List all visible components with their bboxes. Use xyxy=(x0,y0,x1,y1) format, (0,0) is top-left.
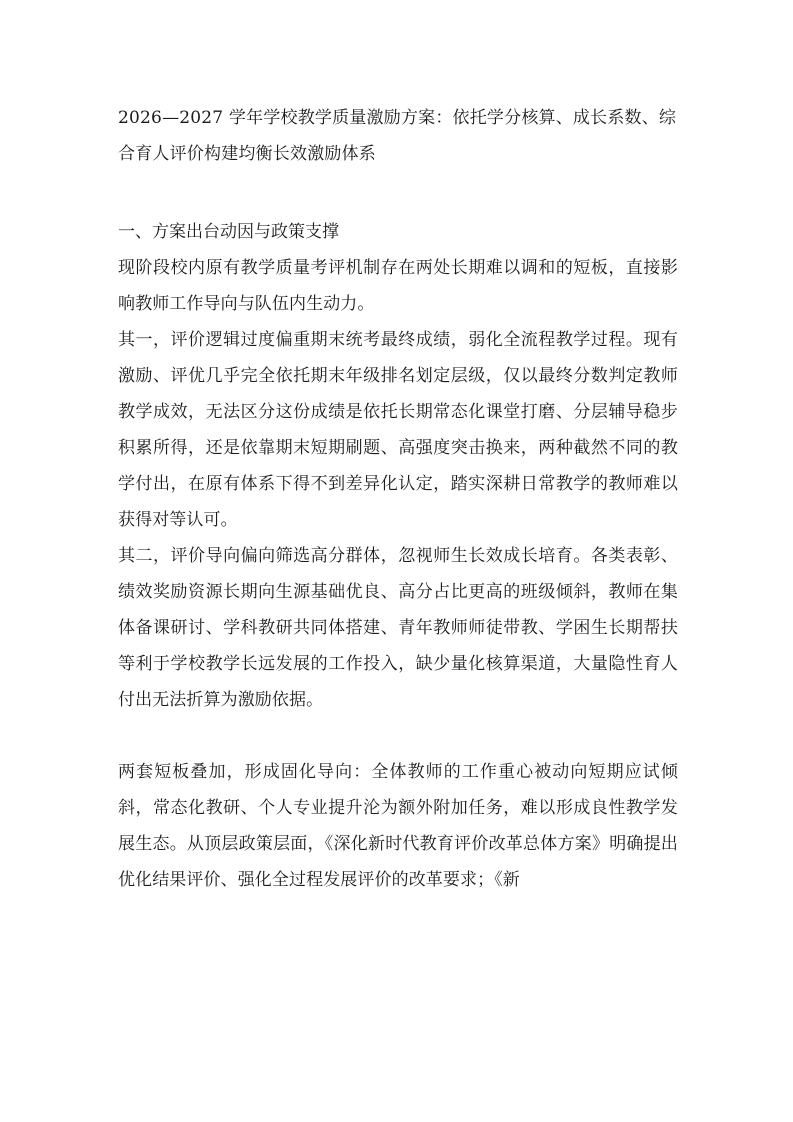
paragraph-summary: 两套短板叠加，形成固化导向：全体教师的工作重心被动向短期应试倾斜，常态化教研、个人专业提升沦为额外附加任务，难以形成良性教学发展生态。从顶层政策层面，《深化新时代教育评价改革总体方案》明确提出优化结果评价、强化全过程发展评价的改革要求；《新 xyxy=(118,762,678,890)
document-body xyxy=(118,100,678,898)
paragraph-point-two: 其二，评价导向偏向筛选高分群体，忽视师生长效成长培育。各类表彰、绩效奖励资源长期向生源基础优良、高分占比更高的班级倾斜，教师在集体备课研讨、学科教研共同体搭建、青年教师师徒带教、学困生长期帮扶等利于学校教学长远发展的工作投入，缺少量化核算渠道，大量隐性育人付出无法折算为激励依据。 xyxy=(118,546,678,710)
spacer xyxy=(118,718,678,754)
spacer xyxy=(118,172,678,214)
section-heading: 一、方案出台动因与政策支撑 xyxy=(118,222,339,242)
paragraph-point-one: 其一，评价逻辑过度偏重期末统考最终成绩，弱化全流程教学过程。现有激励、评优几乎完全依托期末年级排名划定层级，仅以最终分数判定教师教学成效，无法区分这份成绩是依托长期常态化课堂打磨、分层辅导稳步积累所得，还是依靠期末短期刷题、高强度突击换来，两种截然不同的教学付出，在原有体系下得不到差异化认定，踏实深耕日常教学的教师难以获得对等认可。 xyxy=(118,330,678,530)
document-title: 2026—2027 学年学校教学质量激励方案：依托学分核算、成长系数、综合育人评价构建均衡长效激励体系 xyxy=(118,108,677,164)
paragraph-intro: 现阶段校内原有教学质量考评机制存在两处长期难以调和的短板，直接影响教师工作导向与队伍内生动力。 xyxy=(118,258,678,314)
